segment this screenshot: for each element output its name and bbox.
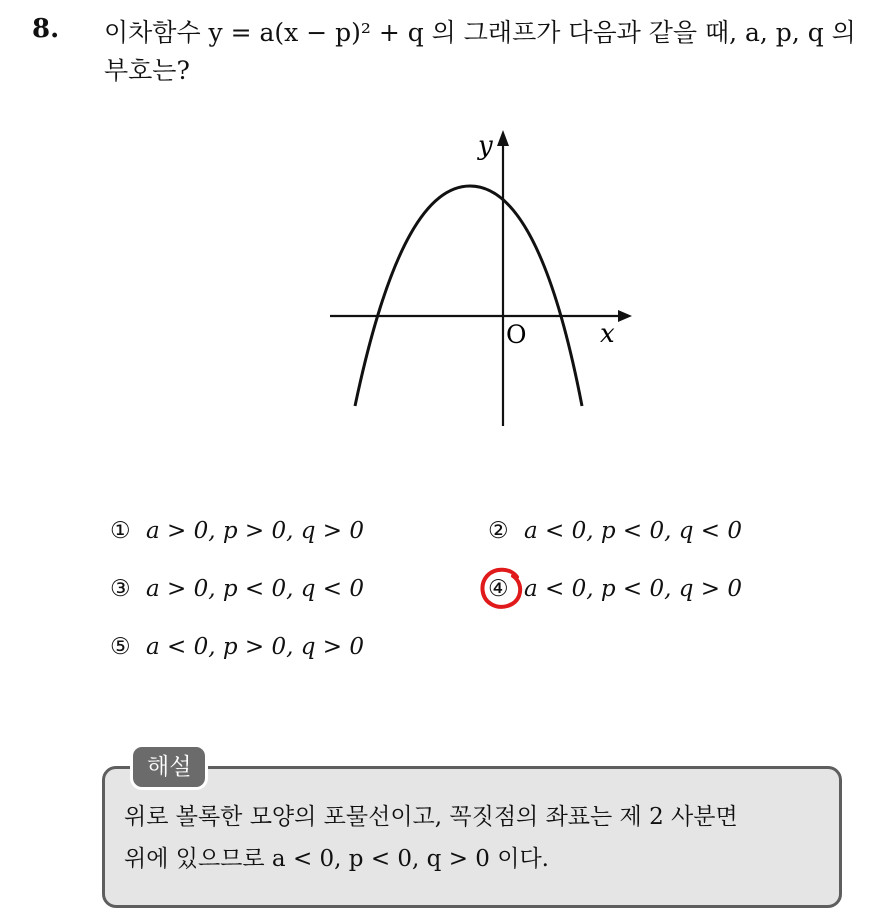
y-axis-arrow bbox=[497, 130, 509, 146]
choice-4-text: a < 0, p < 0, q > 0 bbox=[524, 576, 742, 602]
choice-1-mark: ① bbox=[110, 518, 131, 544]
solution-line-1: 위로 볼록한 모양의 포물선이고, 꼭짓점의 좌표는 제 2 사분면 bbox=[124, 804, 738, 830]
question-line-1: 이차함수 y = a(x − p)² + q 의 그래프가 다음과 같을 때, a, p, q 의 bbox=[104, 18, 856, 47]
choice-1-text: a > 0, p > 0, q > 0 bbox=[146, 518, 364, 544]
x-axis-label: x bbox=[600, 319, 615, 349]
y-axis-label: y bbox=[478, 131, 493, 161]
choice-2[interactable] bbox=[488, 518, 742, 544]
choice-3-text: a > 0, p < 0, q < 0 bbox=[146, 576, 364, 602]
choice-2-text: a < 0, p < 0, q < 0 bbox=[524, 518, 742, 544]
choice-5-text: a < 0, p > 0, q > 0 bbox=[146, 634, 364, 660]
solution-text bbox=[124, 796, 834, 880]
solution-tag: 해설 bbox=[130, 744, 208, 790]
choice-5-mark: ⑤ bbox=[110, 634, 131, 660]
choice-1[interactable] bbox=[110, 518, 364, 544]
question-number: 8. bbox=[32, 14, 60, 44]
choice-2-mark: ② bbox=[488, 518, 509, 544]
solution-line-2: 위에 있으므로 a < 0, p < 0, q > 0 이다. bbox=[124, 846, 549, 872]
parabola-curve bbox=[355, 186, 582, 406]
parabola-graph bbox=[320, 120, 650, 440]
question-line-2: 부호는? bbox=[104, 56, 190, 85]
answer-circle-mark bbox=[477, 564, 525, 612]
choice-5[interactable] bbox=[110, 634, 364, 660]
x-axis-arrow bbox=[618, 310, 632, 322]
choice-3-mark: ③ bbox=[110, 576, 131, 602]
origin-label: O bbox=[506, 320, 527, 349]
question-text bbox=[104, 14, 864, 90]
choice-3[interactable] bbox=[110, 576, 364, 602]
choice-4[interactable] bbox=[488, 576, 742, 602]
choice-4-mark: ④ bbox=[488, 576, 509, 602]
